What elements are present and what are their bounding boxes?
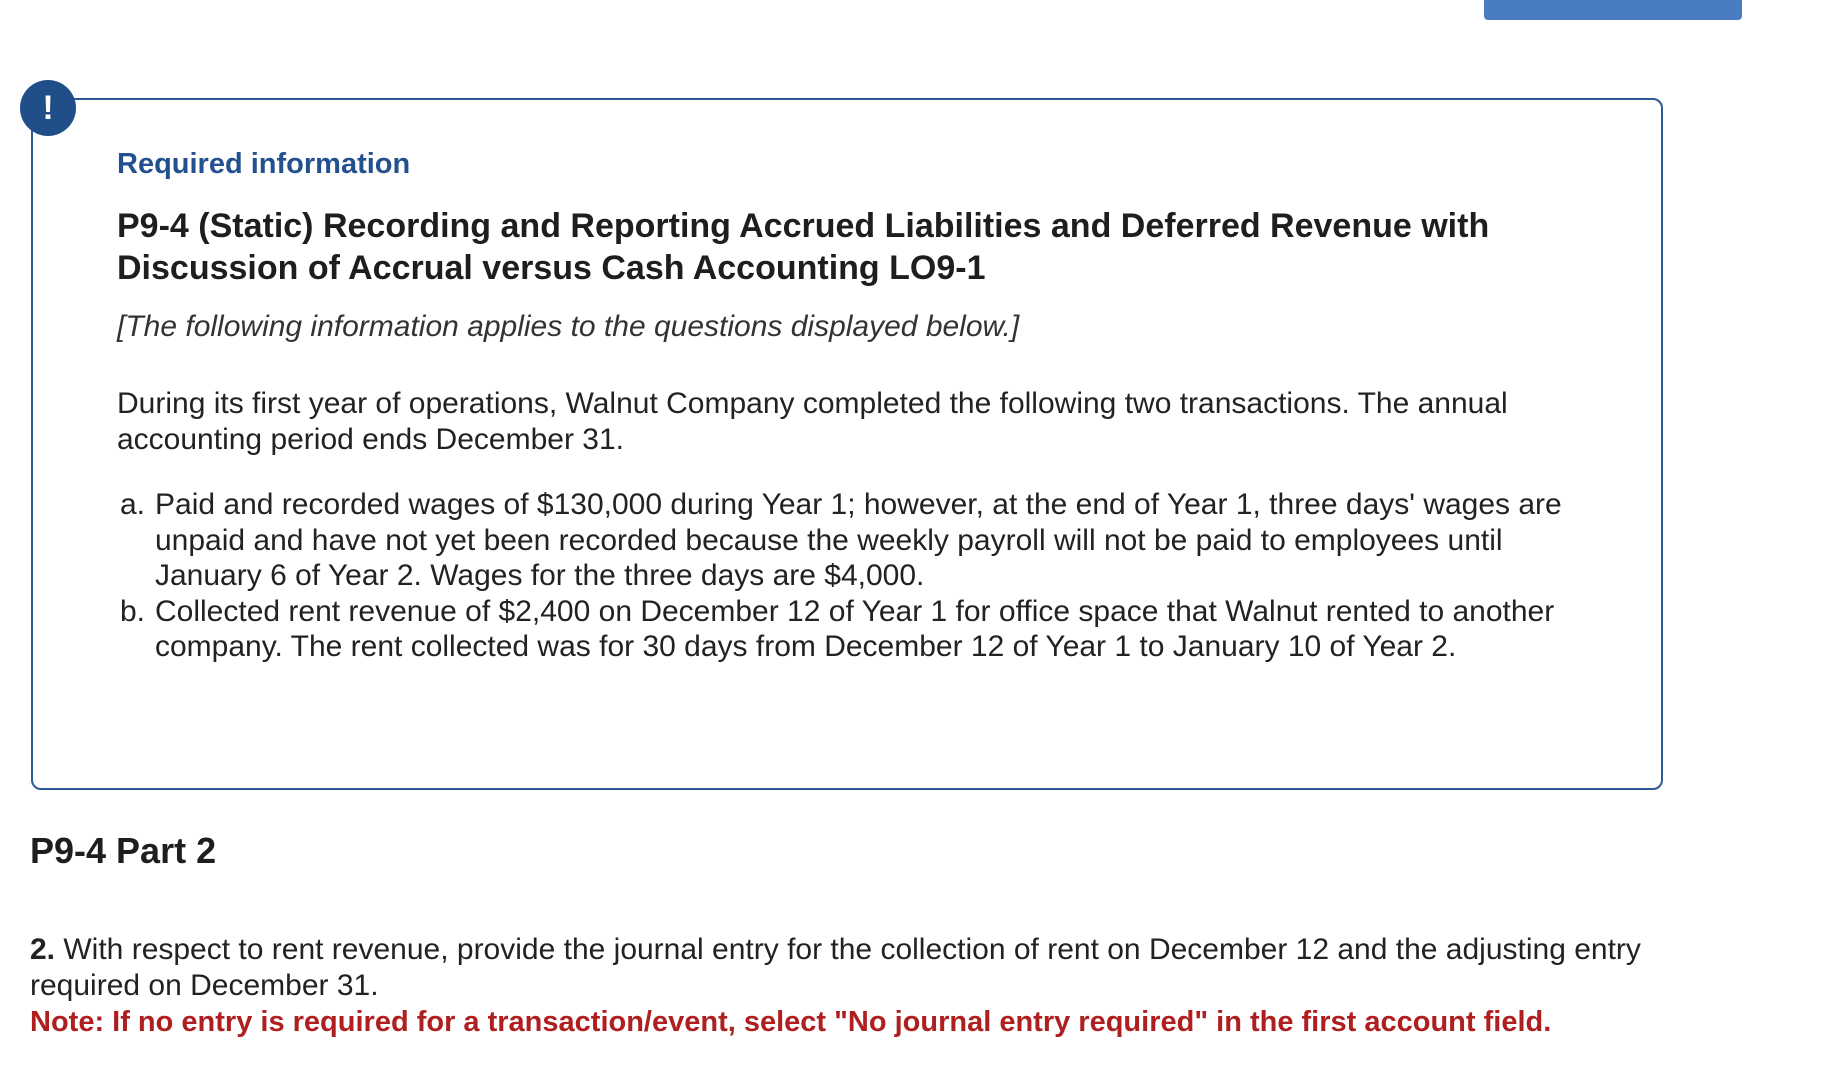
transaction-text: Collected rent revenue of $2,400 on December 12 of Year 1 for office space that Walnut rented to another company. The rent collected was for 30 days from December 12 of Year 1 to January 10 of Year 2. — [155, 594, 1555, 663]
question-number: 2. — [30, 933, 56, 966]
transaction-item-a — [120, 487, 1580, 594]
alert-icon: ! — [20, 80, 76, 136]
transaction-text: Paid and recorded wages of $130,000 during Year 1; however, at the end of Year 1, three days' wages are unpaid and have not yet been recorded because the weekly payroll will not be paid to employees until January 6 of Year 2. Wages for the three days are $4,000. — [155, 488, 1562, 592]
problem-intro: During its first year of operations, Walnut Company completed the following two transactions. The annual accounting period ends December 31. — [117, 387, 1508, 456]
part-heading: P9-4 Part 2 — [30, 830, 217, 871]
transaction-marker: b. — [120, 594, 146, 628]
top-action-button[interactable] — [1484, 0, 1742, 20]
transaction-item-b — [120, 594, 1580, 665]
required-information-label: Required information — [117, 148, 411, 180]
question-prompt — [30, 932, 1750, 1004]
instruction-note: Note: If no entry is required for a transaction/event, select "No journal entry required" in the first account field. — [30, 1006, 1552, 1038]
problem-title: P9-4 (Static) Recording and Reporting Accrued Liabilities and Deferred Revenue with Discussion of Accrual versus Cash Accounting LO9-1 — [117, 207, 1490, 287]
applies-note: [The following information applies to the questions displayed below.] — [117, 310, 1020, 343]
question-text: With respect to rent revenue, provide the journal entry for the collection of rent on December 12 and the adjusting entry required on December 31. — [30, 933, 1641, 1002]
transaction-list — [120, 487, 1580, 665]
transaction-marker: a. — [120, 488, 146, 521]
